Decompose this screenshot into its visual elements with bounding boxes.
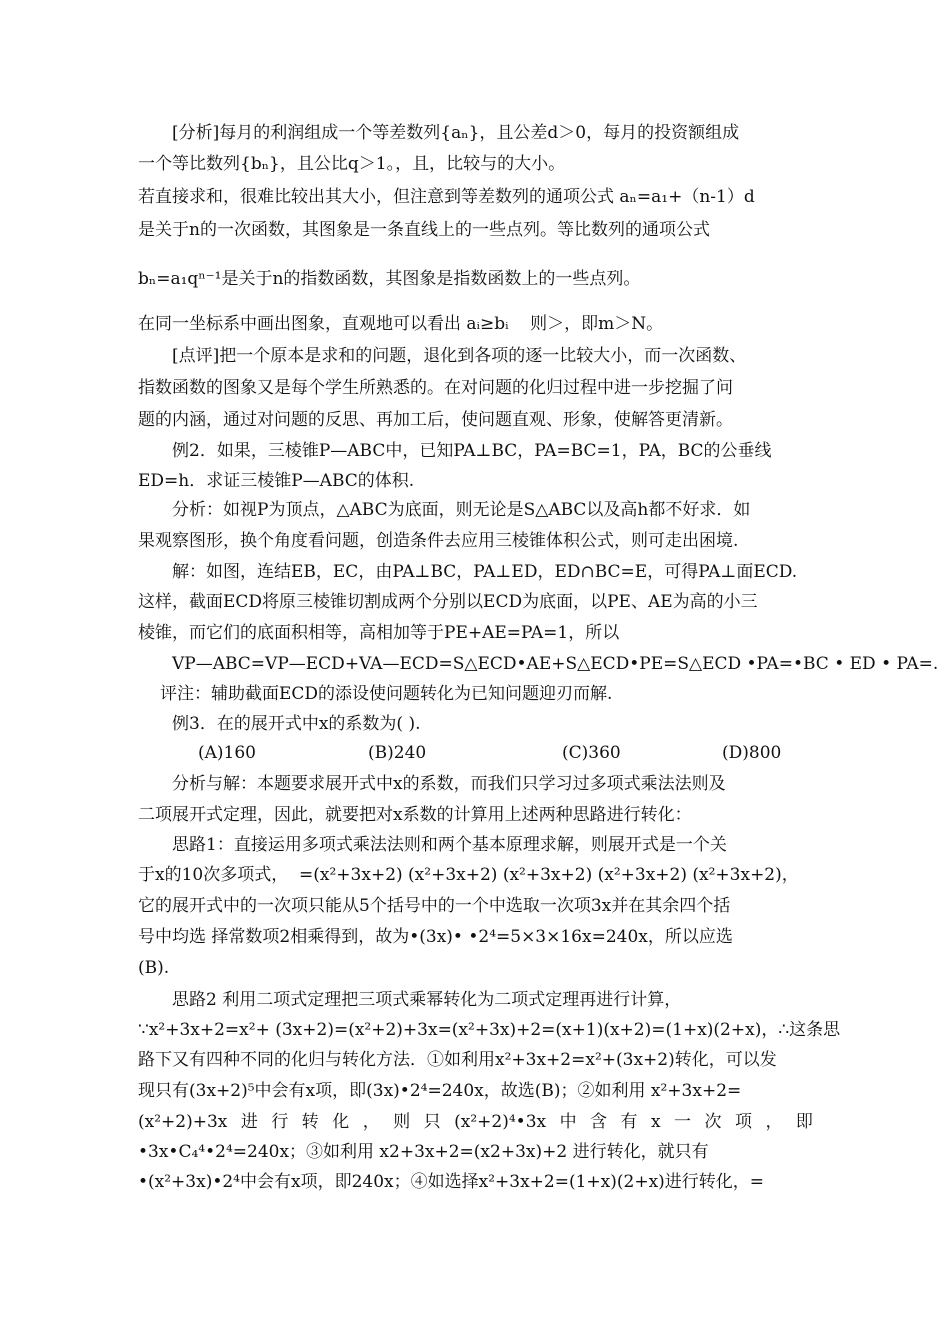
justified-token: 行 [271,1112,289,1132]
justified-token: 有 [620,1112,638,1132]
justified-token: 一 [674,1112,692,1132]
text-line: 分析：如视P为顶点，△ABC为底面，则无论是S△ABC以及高h都不好求．如 [172,500,751,520]
text-line: 指数函数的图象又是每个学生所熟悉的。在对问题的化归过程中进一步挖掘了问 [138,378,733,398]
justified-token: ， [362,1112,380,1132]
text-line: 思路1：直接运用多项式乘法法则和两个基本原理求解，则展开式是一个关 [172,835,727,855]
justified-token: 只 [423,1112,441,1132]
justified-token: 中 [559,1112,577,1132]
text-line: 分析与解：本题要求展开式中x的系数，而我们只学习过多项式乘法法则及 [172,774,726,794]
text-line: 在同一坐标系中画出图象，直观地可以看出 aᵢ≥bᵢ 则＞，即m＞N。 [138,314,664,334]
text-line: [点评]把一个原本是求和的问题，退化到各项的逐一比较大小，而一次函数、 [172,346,747,366]
justified-token: (x²+2)+3x [138,1112,228,1132]
justified-token: 即 [795,1112,813,1132]
text-line: [分析]每月的利润组成一个等差数列{aₙ}，且公差d＞0，每月的投资额组成 [172,123,740,143]
text-line: 二项展开式定理，因此，就要把对x系数的计算用上述两种思路进行转化： [138,805,692,825]
option-d: (D)800 [722,743,782,763]
text-line: 号中均选 择常数项2相乘得到，故为•(3x)• •2⁴=5×3×16x=240x，所以应选 [138,927,733,947]
justified-token: 次 [704,1112,722,1132]
justified-token: 进 [240,1112,258,1132]
text-line: •(x²+3x)•2⁴中会有x项，即240x；④如选择x²+3x+2=(1+x)(2+x)进行转化，= [138,1172,765,1192]
text-line: 思路2 利用二项式定理把三项式乘幂转化为二项式定理再进行计算， [172,990,682,1010]
text-line: 果观察图形，换个角度看问题，创造条件去应用三棱锥体积公式，则可走出困境. [138,531,739,551]
text-line: 它的展开式中的一次项只能从5个括号中的一个中选取一次项3x并在其余四个括 [138,896,731,916]
text-line: 题的内涵，通过对问题的反思、再加工后，使问题直观、形象，使解答更清新。 [138,410,733,430]
text-line: 一个等比数列{bₙ}，且公比q＞1。，且，比较与的大小。 [138,154,566,174]
justified-token: x [650,1112,661,1132]
text-line: 例3．在的展开式中x的系数为( ). [172,714,421,734]
text-line: ED=h．求证三棱锥P—ABC的体积. [138,471,415,491]
text-line: (B). [138,958,170,978]
option-a: (A)160 [198,743,256,763]
text-line: 棱锥，而它们的底面积相等，高相加等于PE+AE=PA=1，所以 [138,623,620,643]
justified-token: 转 [301,1112,319,1132]
justified-token: 项 [734,1112,752,1132]
text-line: ∵x²+3x+2=x²+ (3x+2)=(x²+2)+3x=(x²+3x)+2=(x+1)(x+2)=(1+x)(2+x)，∴这条思 [138,1020,841,1040]
justified-token: 则 [393,1112,411,1132]
justified-token: 含 [590,1112,608,1132]
text-line: 例2．如果，三棱锥P—ABC中，已知PA⊥BC，PA=BC=1，PA，BC的公垂线 [172,441,772,461]
text-line: 是关于n的一次函数，其图象是一条直线上的一些点列。等比数列的通项公式 [138,220,710,240]
justified-token: 化 [332,1112,350,1132]
justified-token: (x²+2)⁴•3x [454,1112,547,1132]
justified-text-line [138,1111,813,1133]
option-c: (C)360 [562,743,621,763]
text-line: 于x的10次多项式， =(x²+3x+2) (x²+3x+2) (x²+3x+2) (x²+3x+2) (x²+3x+2)， [138,865,799,885]
text-line: 现只有(3x+2)⁵中会有x项，即(3x)•2⁴=240x，故选(B)；②如利用 x²+3x+2= [138,1081,742,1101]
justified-token: ， [765,1112,783,1132]
text-line: 若直接求和，很难比较出其大小，但注意到等差数列的通项公式 aₙ=a₁+（n-1）d [138,187,755,207]
text-line: 解：如图，连结EB，EC，由PA⊥BC，PA⊥ED，ED∩BC=E，可得PA⊥面ECD. [172,562,798,582]
text-line: •3x•C₄⁴•2⁴=240x；③如利用 x2+3x+2=(x2+3x)+2 进行转化，就只有 [138,1142,709,1162]
text-line: 这样，截面ECD将原三棱锥切割成两个分别以ECD为底面，以PE、AE为高的小三 [138,592,758,612]
text-line: bₙ=a₁qⁿ⁻¹是关于n的指数函数，其图象是指数函数上的一些点列。 [138,269,641,289]
text-line: 路下又有四种不同的化归与转化方法．①如利用x²+3x+2=x²+(3x+2)转化，可以发 [138,1050,777,1070]
option-b: (B)240 [368,743,427,763]
formula-line: VP—ABC=VP—ECD+VA—ECD=S△ECD•AE+S△ECD•PE=S△ECD •PA=•BC • ED • PA=. [172,654,939,674]
text-line: 评注：辅助截面ECD的添设使问题转化为已知问题迎刃而解. [160,684,613,704]
